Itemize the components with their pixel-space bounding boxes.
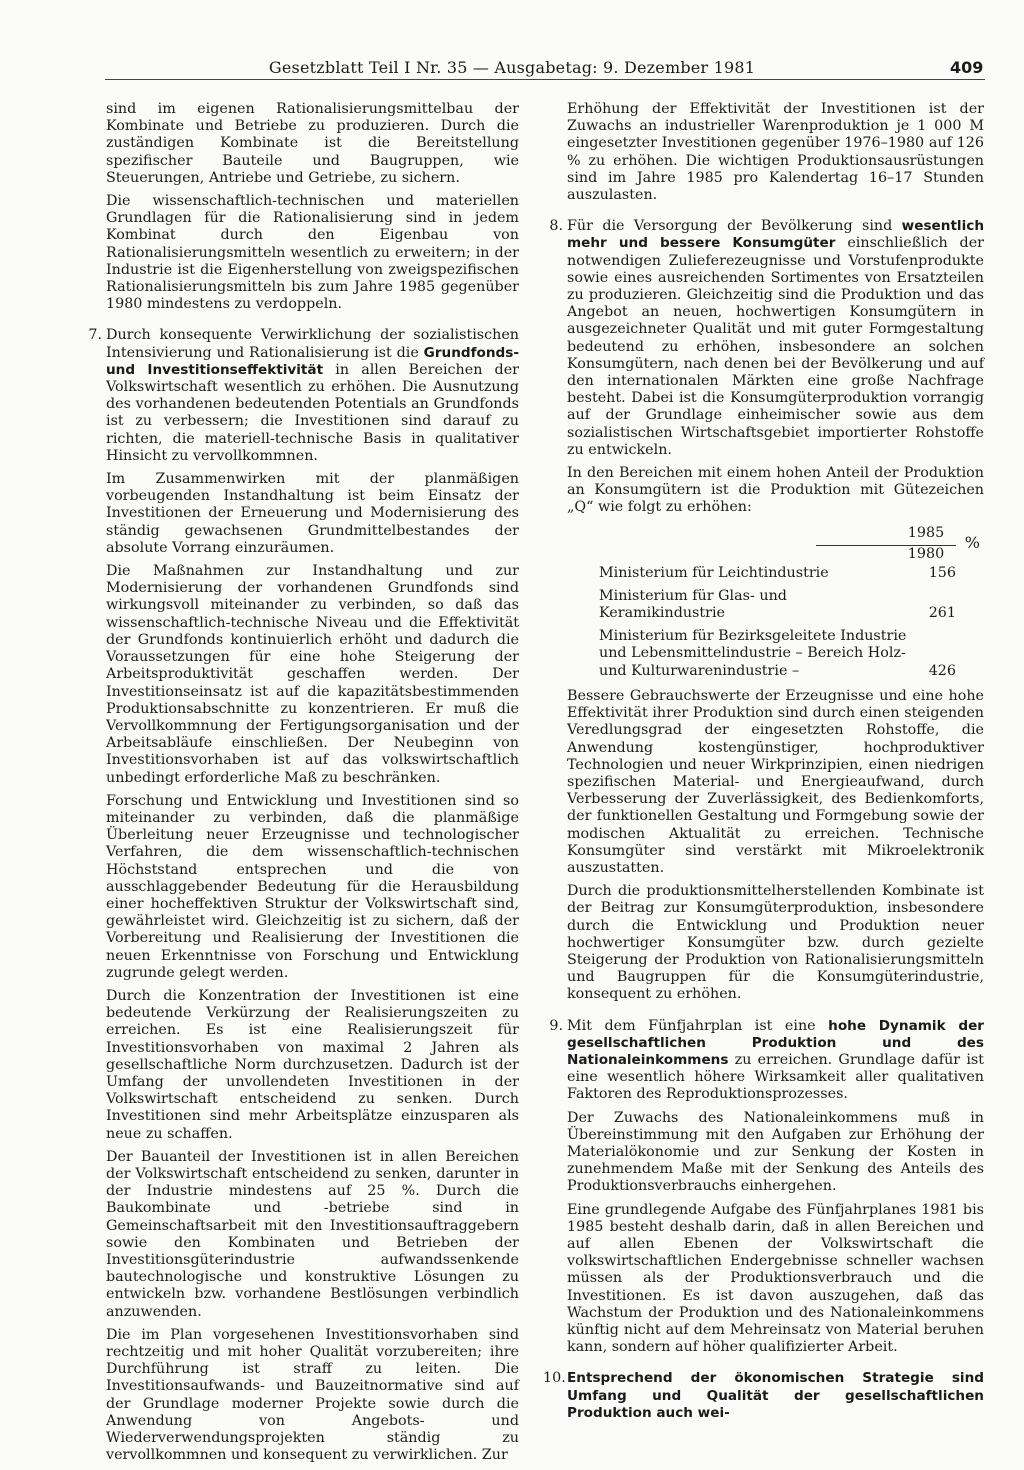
paragraph: In den Bereichen mit einem hohen Anteil der Produktion an Konsumgütern ist die Produktion mit Gütezeichen „Q“ wie folgt zu erhöhen: — [567, 465, 984, 516]
left-column — [88, 101, 519, 1470]
item-text: Für die Versorgung der Bevölkerung sind — [567, 218, 902, 235]
list-item-10 — [543, 1370, 984, 1422]
row-label: Ministerium für Bezirksgeleitete Industrie und Lebensmittelindustrie – Bereich Holz- und Kulturwarenindustrie – — [599, 628, 907, 679]
paragraph: Forschung und Entwicklung und Investitionen sind so miteinander zu verbinden, daß die planmäßige Überleitung neuer Erzeugnisse und technologischer Verfahren, die dem wissenschaftlich-technischen Höchststand entsprechen und die von ausschlaggebender Bedeutung für die Herausbildung einer hocheffektiven Struktur der Volkswirtschaft sind, gewährleistet wird. Gleichzeitig ist zu sichern, daß der Vorbereitung und Realisierung der Investitionen die neuen Erkenntnisse von Forschung und Entwicklung zugrunde gelegt werden. — [106, 792, 519, 981]
row-label: Ministerium für Leichtindustrie — [599, 564, 829, 581]
row-value: 426 — [928, 662, 956, 679]
row-label: Ministerium für Glas- und Keramikindustrie — [599, 587, 787, 622]
header-title: Gesetzblatt Teil I Nr. 35 — Ausgabetag: 9. Dezember 1981 — [268, 58, 756, 77]
paragraph: Im Zusammenwirken mit der planmäßigen vorbeugenden Instandhaltung ist beim Einsatz der Investitionen der Erneuerung und Modernisierung des ständig gewachsenen Grundmittelbestandes der absolute Vorrang einzuräumen. — [106, 471, 519, 556]
item-number: 10. — [543, 1370, 566, 1387]
paragraph: sind im eigenen Rationalisierungsmittelbau der Kombinate und Betriebe zu produzieren. Durch die zuständigen Kombinate ist die Bereitstellung spezifischer Bauteile und Baugruppen, wie Steuerungen, Antriebe und Getriebe, zu sichern. — [106, 101, 519, 186]
list-item-8 — [549, 218, 984, 459]
item-text: zu erreichen. Grundlage dafür ist eine wesentlich höhere Wirksamkeit aller qualitativen Faktoren des Reproduktionsprozesses. — [567, 1051, 984, 1103]
item-emphasis: wesentlich mehr und bessere Konsumgüter — [567, 218, 984, 252]
paragraph: Die im Plan vorgesehenen Investitionsvorhaben sind rechtzeitig und mit hoher Qualität vorzubereiten; ihre Durchführung ist straff zu leiten. Die Investitionsaufwands- und Bauzeitnormative sind auf der Grundlage moderner Projekte sowie durch die Anwendung von Angebots- und Wiederverwendungsprojekten ständig zu vervollkommnen und konsequent zu verwirklichen. Zur — [106, 1326, 519, 1464]
item-emphasis: Grundfonds- und Investitionseffektivität — [106, 344, 519, 378]
fraction-denominator: 1980 — [907, 545, 945, 562]
table-row — [567, 565, 984, 582]
list-item-7 — [88, 327, 519, 465]
paragraph: Durch die produktionsmittelherstellenden Kombinate ist der Beitrag zur Konsumgüterproduktion, insbesondere durch die Entwicklung und Produktion neuer hochwertiger Konsumgüter bzw. durch gezielte Steigerung der Produktion von Rationalisierungsmitteln und Baugruppen für die Konsumgüterindustrie, konsequent zu erhöhen. — [567, 883, 984, 1003]
table-row — [567, 588, 984, 622]
paragraph: Eine grundlegende Aufgabe des Fünfjahrplanes 1981 bis 1985 besteht deshalb darin, daß in allen Bereichen und auf allen Ebenen der Volkswirtschaft die volkswirtschaftlichen Endergebnisse schneller wachsen müssen als der Produktionsverbrauch und die Investitionen. Es ist davon auszugehen, daß das Wachstum der Produktion und des Nationaleinkommens künftig nicht auf dem Mehreinsatz von Material beruhen kann, sondern auf höher qualifizierter Arbeit. — [567, 1201, 984, 1356]
paragraph: Der Zuwachs des Nationaleinkommens muß in Übereinstimmung mit den Aufgaben zur Erhöhung der Materialökonomie und zur Senkung der Kosten in zunehmendem Maße mit der Senkung des Anteils des Produktionsverbrauchs einhergehen. — [567, 1109, 984, 1195]
item-text: in allen Bereichen der Volkswirtschaft wesentlich zu erhöhen. Die Ausnutzung des vorhandenen bedeutenden Potentials an Grundfonds ist zu verbessern; die Investitionen sind darauf zu richten, die materiell-technische Basis in qualitativer Hinsicht zu vervollkommnen. — [106, 361, 519, 464]
row-value: 261 — [928, 605, 956, 622]
item-number: 8. — [549, 218, 563, 235]
item-text: Mit dem Fünfjahrplan ist eine — [567, 1017, 829, 1034]
quality-table — [567, 525, 984, 680]
list-item-9 — [549, 1017, 984, 1104]
header-rule — [105, 79, 985, 80]
paragraph: Die Maßnahmen zur Instandhaltung und zur Modernisierung der vorhandenen Grundfonds sind wirkungsvoll miteinander zu verbinden, so daß das wissenschaftlich-technische Niveau und die Effektivität der Grundfonds kontinuierlich erhöht und dadurch die Voraussetzungen für eine hohe Steigerung der Arbeitsproduktivität geschaffen werden. Der Investitionseinsatz ist auf die kapazitätsbestimmenden Produktionsabschnitte zu konzentrieren. Er muß die Vervollkommnung der Fertigungsorganisation und der Arbeitsabläufe einschließen. Der Neubeginn von Investitionsvorhaben ist auf das volkswirtschaftlich unbedingt erforderliche Maß zu beschränken. — [106, 563, 519, 786]
paragraph: Der Bauanteil der Investitionen ist in allen Bereichen der Volkswirtschaft entscheidend zu senken, darunter in der Industrie mindestens auf 25 %. Durch die Baukombinate und -betriebe sind in Gemeinschaftsarbeit mit den Investitionsauftraggebern sowie den Kombinaten und Betrieben der Investitionsgüterindustrie aufwandssenkende bautechnologische und konstruktive Lösungen zu entwickeln bzw. vorhandene Bestlösungen verbindlich anzuwenden. — [106, 1148, 519, 1320]
fraction-numerator: 1985 — [907, 524, 945, 541]
percent-unit: % — [964, 532, 980, 552]
item-number: 9. — [549, 1017, 563, 1034]
item-text: Durch konsequente Verwirklichung der sozialistischen Intensivierung und Rationalisierung ist die — [106, 327, 519, 361]
item-text: einschließlich der notwendigen Zulieferezeugnisse und Vorstufenprodukte sowie eines ausreichenden Sortimentes von Ersatzteilen zu produzieren. Gleichzeitig sind die Produktion und das Angebot an neuen, hochwertigen Konsumgütern in ausgezeichneter Qualität und mit guter Formgestaltung bedeutend zu erhöhen, insbesondere an solchen Konsumgütern, nach denen bei der Bevölkerung und auf den internationalen Märkten eine große Nachfrage besteht. Dabei ist die Konsumgüterproduktion vorrangig auf der Grundlage einheimischer sowie aus dem sozialistischen Wirtschaftsgebiet importierter Rohstoffe zu entwickeln. — [567, 235, 984, 458]
paragraph: Die wissenschaftlich-technischen und materiellen Grundlagen für die Rationalisierung sind in jedem Kombinat durch den Eigenbau von Rationalisierungsmitteln wesentlich zu erweitern; in der Industrie ist die Eigenherstellung von zweigspezifischen Rationalisierungsmitteln bis zum Jahre 1985 gegenüber 1980 mindestens zu verdoppeln. — [106, 193, 519, 313]
item-emphasis: hohe Dynamik der gesellschaftlichen Produktion und des Nationaleinkommens — [567, 1017, 984, 1068]
table-row — [567, 628, 984, 680]
paragraph: Durch die Konzentration der Investitionen ist eine bedeutende Verkürzung der Realisierungszeiten zu erreichen. Es ist eine Realisierungszeit für Investitionsvorhaben von maximal 2 Jahren als gesellschaftliche Norm durchzusetzen. Dadurch ist der Umfang der unvollendeten Investitionen in der Volkswirtschaft entscheidend zu senken. Durch Investitionen sind mehr Arbeitsplätze einzusparen als neue zu schaffen. — [106, 987, 519, 1142]
paragraph: Bessere Gebrauchswerte der Erzeugnisse und eine hohe Effektivität ihrer Produktion sind durch einen steigenden Veredlungsgrad der eingesetzten Rohstoffe, die Anwendung kostengünstiger, hochproduktiver Technologien und neuer Wirkprinzipien, einen niedrigen spezifischen Material- und Energieaufwand, durch Verbesserung der Zuverlässigkeit, des Bedienkomforts, der funktionellen Gestaltung und Formgebung sowie der modischen Aktualität zu erreichen. Technische Konsumgüter sind verstärkt mit Mikroelektronik auszustatten. — [567, 687, 984, 876]
item-number: 7. — [88, 327, 102, 344]
right-column — [543, 101, 984, 1428]
row-value: 156 — [928, 564, 956, 581]
table-header — [567, 525, 984, 565]
item-emphasis: Entsprechend der ökonomischen Strategie sind Umfang und Qualität der gesellschaftlichen Produktion auch wei- — [567, 1370, 984, 1421]
page-number: 409 — [950, 58, 984, 77]
paragraph: Erhöhung der Effektivität der Investitionen ist der Zuwachs an industrieller Warenproduktion je 1 000 M eingesetzter Investitionen gegenüber 1976–1980 auf 126 % zu erhöhen. Die wichtigen Produktionsausrüstungen sind im Jahre 1985 pro Kalendertag 16–17 Stunden auszulasten. — [567, 101, 984, 204]
